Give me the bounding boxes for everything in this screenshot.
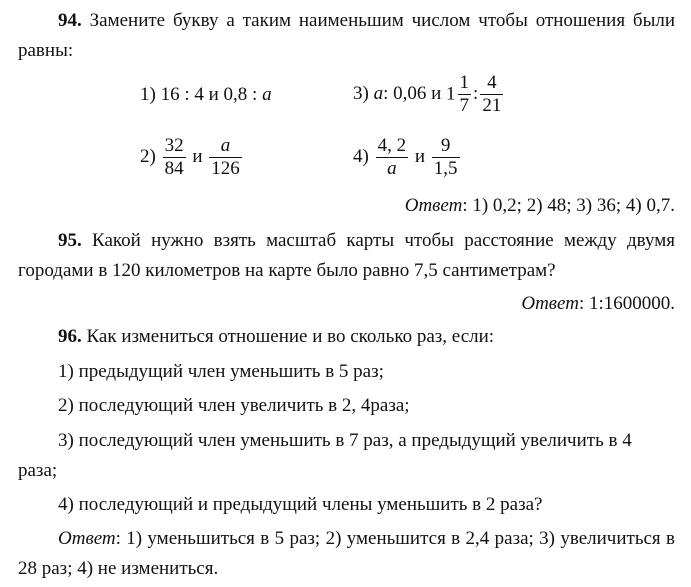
fraction: $\frac{4, 2}{a}$ (377, 135, 407, 179)
p96-number: 96. (58, 326, 82, 347)
p96-answer-line2: 28 раз; 4) не измениться. (18, 558, 219, 579)
p94-line2: равны: (18, 40, 74, 61)
fraction: $\frac{32}{84}$ (164, 135, 184, 179)
p94-answer: Ответ: 1) 0,2; 2) 48; 3) 36; 4) 0,7. (404, 195, 675, 216)
fraction: $\frac{1}{7}$ (459, 72, 470, 116)
p95-answer: Ответ: 1:1600000. (521, 293, 675, 314)
p94-item4: 4) $\frac{4, 2}{a}$ и $\frac{9}{1,5}$ (353, 135, 458, 179)
p95-line2: городами в 120 километров на карте было равно 7,5 сантиметрам? (18, 260, 556, 281)
p96-item2: 2) последующий член увеличить в 2, 4раза; (58, 395, 410, 416)
p94-number: 94. (58, 10, 82, 31)
p94-item3: 3) a: 0,06 и 1 $\frac{1}{7}$ : $\frac{4}{21}$ (353, 72, 502, 116)
p96-answer-line1: Ответ: 1) уменьшиться в 5 раз; 2) уменьшится в 2,4 раза; 3) увеличиться в (58, 528, 675, 549)
p95-number: 95. (58, 230, 82, 251)
fraction: $\frac{4}{21}$ (482, 72, 502, 116)
fraction: $\frac{9}{1,5}$ (433, 135, 458, 179)
p95-line1: 95. Какой нужно взять масштаб карты чтобы расстояние между двумя (58, 230, 676, 251)
p96-item4: 4) последующий и предыдущий члены уменьшить в 2 раза? (58, 494, 543, 515)
p96-line1: 96. Как измениться отношение и во сколько раз, если: (58, 326, 495, 347)
p94-item1: 1) 16 : 4 и 0,8 : a (140, 84, 272, 105)
p96-item3: 3) последующий член уменьшить в 7 раз, а предыдущий увеличить в 4 (58, 430, 632, 451)
p94-text: Замените букву а таким наименьшим числом чтобы отношения были (89, 10, 676, 31)
fraction: $\frac{a}{126}$ (211, 135, 240, 179)
p96-item1: 1) предыдущий член уменьшить в 5 раз; (58, 361, 384, 382)
p94-item2: 2) $\frac{32}{84}$ и $\frac{a}{126}$ (140, 135, 240, 179)
p94-line1 (18, 10, 675, 32)
p96-item3-cont: раза; (18, 460, 58, 481)
